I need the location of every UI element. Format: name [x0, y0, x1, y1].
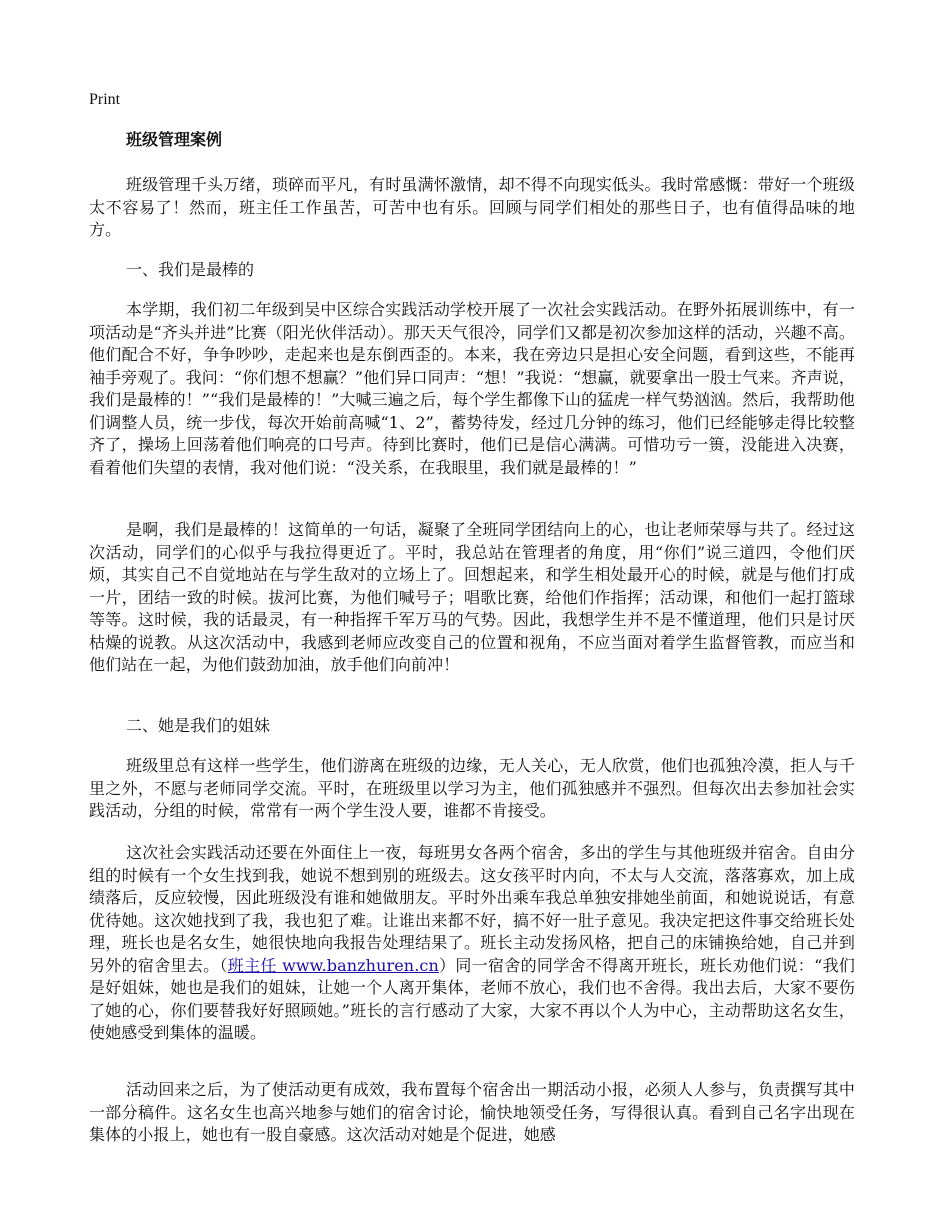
section-1-paragraph-1: 本学期，我们初二年级到吴中区综合实践活动学校开展了一次社会实践活动。在野外拓展训练中，有一项活动是“齐头并进”比赛（阳光伙伴活动）。那天天气很冷，同学们又都是初次参加这样的活动，兴趣不高。他们配合不好，争争吵吵，走起来也是东倒西歪的。本来，我在旁边只是担心安全问题，看到这些，不能再袖手旁观了。我问：“你们想不想赢？”他们异口同声：“想！”我说：“想赢，就要拿出一股士气来。齐声说，我们是最棒的！”“我们是最棒的！”大喊三遍之后，每个学生都像下山的猛虎一样气势汹汹。然后，我帮助他们调整人员，统一步伐，每次开始前高喊“1、2”，蓄势待发，经过几分钟的练习，他们已经能够走得比较整齐了，操场上回荡着他们响亮的口号声。待到比赛时，他们已是信心满满。可惜功亏一篑，没能进入决赛，看着他们失望的表情，我对他们说：“没关系，在我眼里，我们就是最棒的！” — [89, 300, 855, 477]
section-2-heading: 二、她是我们的姐妹 — [126, 716, 271, 735]
section-2-paragraph-1: 班级里总有这样一些学生，他们游离在班级的边缘，无人关心，无人欣赏，他们也孤独冷漠，拒人与千里之外，不愿与老师同学交流。平时，在班级里以学习为主，他们孤独感并不强烈。但每次出去参加社会实践活动，分组的时候，常常有一两个学生没人要，谁都不肯接受。 — [89, 756, 855, 820]
intro-paragraph: 班级管理千头万绪，琐碎而平凡，有时虽满怀激情，却不得不向现实低头。我时常感慨：带好一个班级太不容易了！然而，班主任工作虽苦，可苦中也有乐。回顾与同学们相处的那些日子，也有值得品味的地方。 — [89, 175, 855, 239]
section-1-heading: 一、我们是最棒的 — [126, 260, 255, 279]
section-2-paragraph-3: 活动回来之后，为了使活动更有成效，我布置每个宿舍出一期活动小报，必须人人参与，负责撰写其中一部分稿件。这名女生也高兴地参与她们的宿舍讨论，愉快地领受任务，写得很认真。看到自己名字出现在集体的小报上，她也有一股自豪感。这次活动对她是个促进，她感 — [89, 1080, 855, 1144]
section-2-paragraph-2 — [89, 842, 855, 1045]
print-link[interactable]: Print — [89, 91, 121, 108]
paragraph-text: 这次社会实践活动还要在外面住上一夜，每班男女各两个宿舍，多出的学生与其他班级并宿舍。自由分组的时候有一个女生找到我，她说不想到别的班级去。这女孩平时内向，不太与人交流，落落寡欢，加上成绩落后，反应较慢，因此班级没有谁和她做朋友。平时外出乘车我总单独安排她坐前面，和她说说话，有意优待她。这次她找到了我，我也犯了难。让谁出来都不好，搞不好一肚子意见。我决定把这件事交给班长处理，班长也是名女生，她很快地向我报告处理结果了。班长主动发扬风格，把自己的床铺换给她，自己并到另外的宿舍里去。（ — [89, 843, 855, 975]
paragraph-text: ）同一宿舍的同学舍不得离开班长，班长劝他们说：“我们是好姐妹，她也是我们的姐妹，让她一个人离开集体，老师不放心，我们也不舍得。我出去后，大家不要伤了她的心，你们要替我好好照顾她。”班长的言行感动了大家，大家不再以个人为中心，主动帮助这名女生，使她感受到集体的温暖。 — [89, 955, 856, 1042]
page-title: 班级管理案例 — [126, 130, 223, 149]
banzhuren-link[interactable]: 班主任 www.banzhuren.cn — [227, 955, 439, 975]
section-1-paragraph-2: 是啊，我们是最棒的！这简单的一句话，凝聚了全班同学团结向上的心，也让老师荣辱与共了。经过这次活动，同学们的心似乎与我拉得更近了。平时，我总站在管理者的角度，用“你们”说三道四，令他们厌烦，其实自己不自觉地站在与学生敌对的立场上了。回想起来，和学生相处最开心的时候，就是与他们打成一片，团结一致的时候。拔河比赛，为他们喊号子；唱歌比赛，给他们作指挥；活动课，和他们一起打篮球等等。这时候，我的话最灵，有一种指挥千军万马的气势。因此，我想学生并不是不懂道理，他们只是讨厌枯燥的说教。从这次活动中，我感到老师应改变自己的位置和视角，不应当面对着学生监督管教，而应当和他们站在一起，为他们鼓劲加油，放手他们向前冲！ — [89, 520, 855, 674]
